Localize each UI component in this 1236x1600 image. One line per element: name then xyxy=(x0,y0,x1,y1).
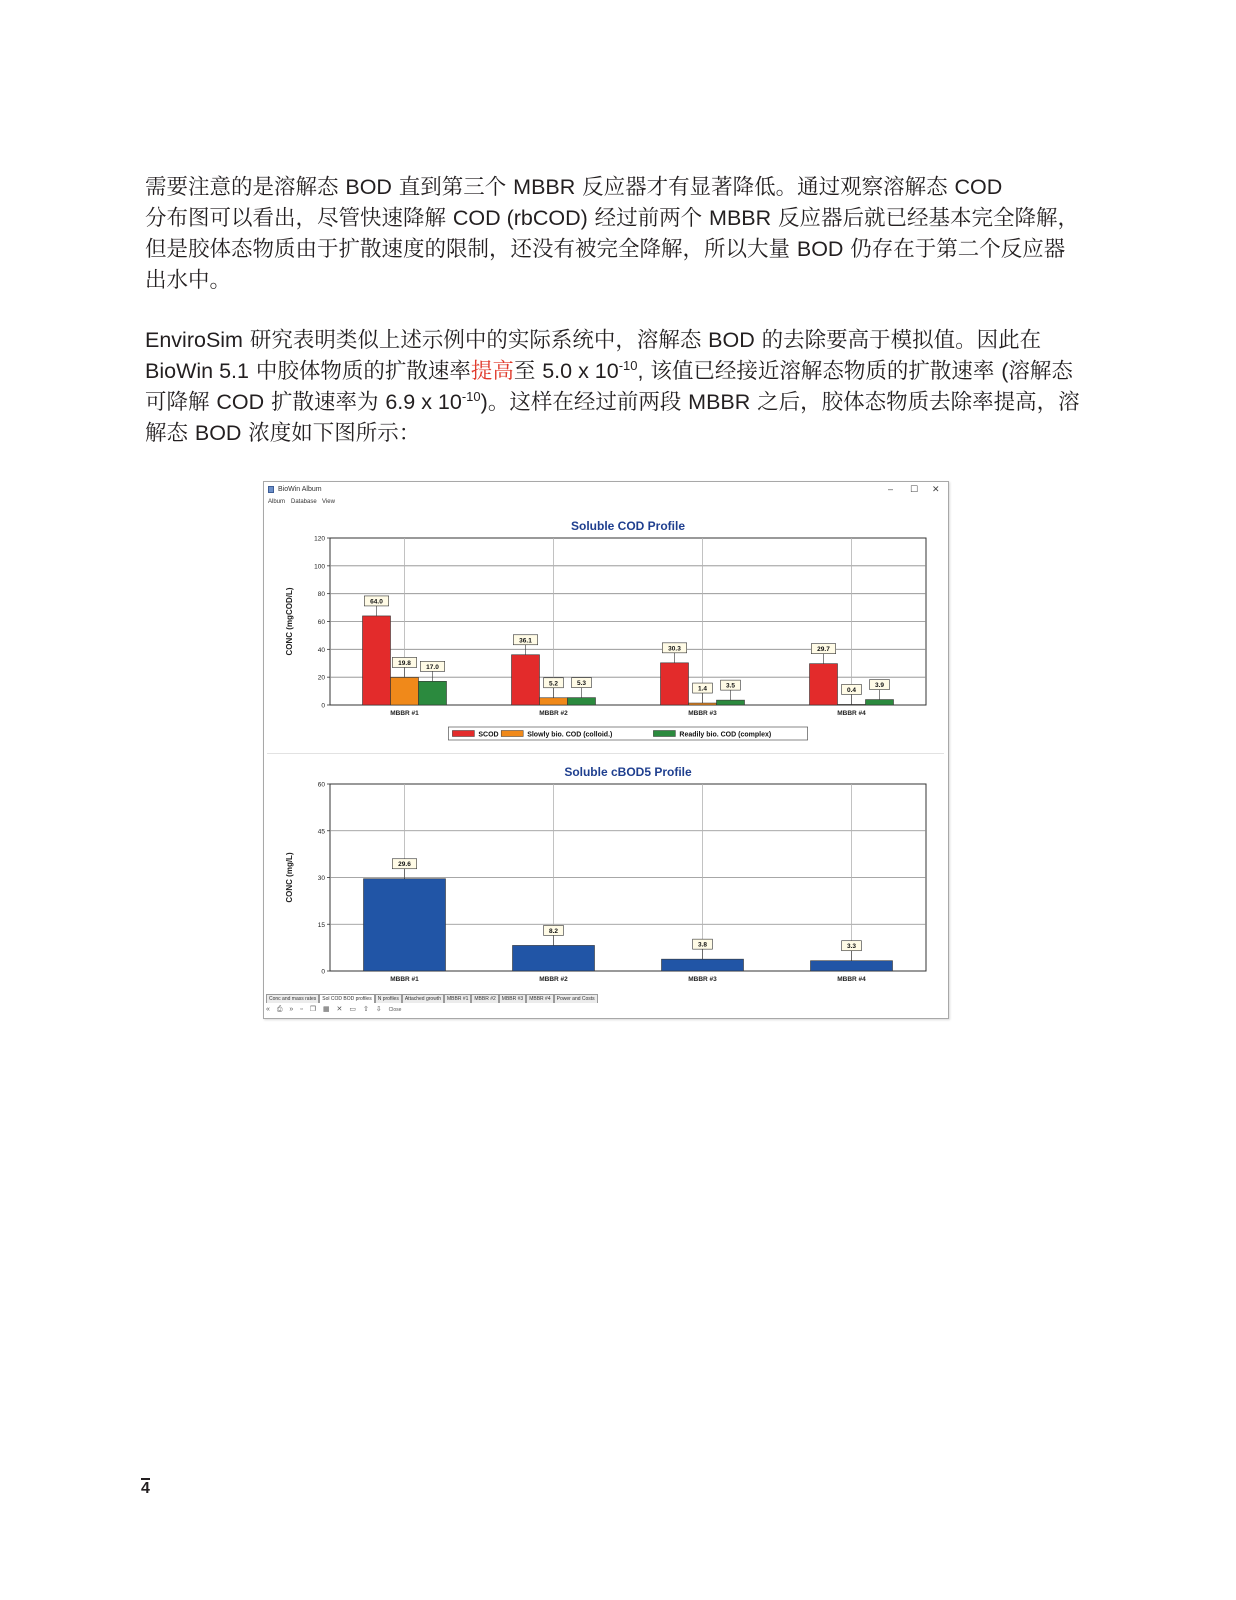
x-tick-label: MBBR #1 xyxy=(390,710,419,717)
window-title: BioWin Album xyxy=(278,486,322,493)
y-axis-label: CONC (mgCOD/L) xyxy=(285,587,294,656)
data-label: 64.0 xyxy=(370,598,383,606)
y-tick-label: 15 xyxy=(317,921,325,929)
x-tick-label: MBBR #3 xyxy=(688,976,717,983)
chart-title: Soluble COD Profile xyxy=(570,519,686,533)
tab-mbbr-1[interactable]: MBBR #1 xyxy=(444,994,471,1003)
x-tick-label: MBBR #1 xyxy=(390,976,419,983)
y-tick-label: 100 xyxy=(314,563,325,571)
bar-cbod5-mbbr-2 xyxy=(513,945,595,971)
y-tick-label: 30 xyxy=(317,875,325,882)
legend-swatch-scod xyxy=(452,731,474,737)
y-tick-label: 60 xyxy=(317,781,325,789)
data-label: 0.4 xyxy=(846,686,857,694)
bar-readily-bio-cod-complex-mbbr-2 xyxy=(568,698,596,705)
app-icon xyxy=(268,486,274,493)
bar-slowly-bio-cod-colloid-mbbr-1 xyxy=(391,677,419,705)
bar-cbod5-mbbr-4 xyxy=(811,961,893,971)
save-icon[interactable]: ▭ xyxy=(349,1006,356,1013)
chart-settings-icon[interactable]: ▦ xyxy=(322,1006,330,1013)
legend-label: Readily bio. COD (complex) xyxy=(679,731,772,739)
data-label: 19.8 xyxy=(398,659,411,667)
data-label: 5.3 xyxy=(576,680,587,688)
prev-page-icon[interactable]: « xyxy=(266,1006,270,1013)
bar-cbod5-mbbr-1 xyxy=(364,879,446,971)
menu-database[interactable]: Database xyxy=(291,499,317,505)
chart-title: Soluble cBOD5 Profile xyxy=(564,765,692,779)
data-label: 1.4 xyxy=(697,685,708,693)
bar-slowly-bio-cod-colloid-mbbr-4 xyxy=(838,704,866,705)
move-down-icon[interactable]: ⇩ xyxy=(375,1006,382,1013)
menu-album[interactable]: Album xyxy=(268,499,286,505)
bar-cbod5-mbbr-3 xyxy=(662,959,744,971)
bar-slowly-bio-cod-colloid-mbbr-3 xyxy=(689,703,717,705)
x-tick-label: MBBR #2 xyxy=(539,976,568,983)
bar-scod-mbbr-2 xyxy=(512,655,540,705)
y-tick-label: 20 xyxy=(317,674,325,682)
data-label: 29.7 xyxy=(817,646,830,654)
minimize-button[interactable]: – xyxy=(888,484,894,494)
paragraph-1: 需要注意的是溶解态 BOD 直到第三个 MBBR 反应器才有显著降低。通过观察溶解态 COD 分布图可以看出，尽管快速降解 COD (rbCOD) 经过前两个 MBBR 反应器后就已经基本完全降解，但是胶体态物质由于扩散速度的限制，还没有被完全降解，所以大量 BOD 仍存在于第二个反应器出水中。 xyxy=(145,175,1080,293)
highlight-text: 提高 xyxy=(470,359,514,384)
title-bar xyxy=(264,482,948,497)
y-tick-label: 80 xyxy=(317,591,325,599)
tab-mbbr-2[interactable]: MBBR #2 xyxy=(471,994,498,1003)
bar-scod-mbbr-4 xyxy=(810,664,838,705)
tab-sol-cod-bod-profiles[interactable]: Sol COD BOD profiles xyxy=(319,994,374,1003)
album-tabs xyxy=(266,994,946,1003)
bar-slowly-bio-cod-colloid-mbbr-2 xyxy=(540,698,568,705)
tab-n-profiles[interactable]: N profiles xyxy=(375,994,402,1003)
soluble-cbod5-chart xyxy=(267,754,944,994)
move-up-icon[interactable]: ⇧ xyxy=(362,1006,369,1013)
y-axis-label: CONC (mg/L) xyxy=(285,852,294,903)
new-page-icon[interactable]: ▫ xyxy=(300,1006,303,1013)
delete-icon[interactable]: ✕ xyxy=(336,1006,343,1013)
legend-swatch-readily-bio-cod-complex xyxy=(653,731,675,737)
close-button[interactable]: ✕ xyxy=(932,484,940,494)
copy-icon[interactable]: ❐ xyxy=(309,1006,316,1013)
data-label: 8.2 xyxy=(548,927,559,935)
toolbar-close-button[interactable]: Close xyxy=(388,1007,402,1013)
bar-readily-bio-cod-complex-mbbr-4 xyxy=(866,700,894,705)
y-tick-label: 0 xyxy=(321,702,325,710)
y-tick-label: 0 xyxy=(321,968,325,976)
data-label: 17.0 xyxy=(426,663,439,671)
menu-view[interactable]: View xyxy=(322,499,335,505)
y-tick-label: 120 xyxy=(314,535,325,543)
y-tick-label: 45 xyxy=(317,828,325,836)
tab-mbbr-4[interactable]: MBBR #4 xyxy=(526,994,553,1003)
data-label: 36.1 xyxy=(519,637,532,645)
bar-scod-mbbr-1 xyxy=(363,616,391,705)
data-label: 3.5 xyxy=(725,682,736,690)
maximize-button[interactable]: ☐ xyxy=(910,484,919,494)
legend-label: Slowly bio. COD (colloid.) xyxy=(527,731,613,739)
x-tick-label: MBBR #2 xyxy=(539,710,568,717)
print-icon[interactable]: ⎙ xyxy=(276,1006,283,1013)
tab-conc-mass-rates[interactable]: Conc and mass rates xyxy=(266,994,319,1003)
tab-mbbr-3[interactable]: MBBR #3 xyxy=(499,994,526,1003)
legend-label: SCOD xyxy=(478,731,499,739)
biowin-album-window xyxy=(263,481,949,1019)
data-label: 5.2 xyxy=(548,680,559,688)
data-label: 3.3 xyxy=(846,943,857,951)
soluble-cod-chart xyxy=(267,508,944,751)
page-number: 4 xyxy=(141,1480,150,1497)
tab-attached-growth[interactable]: Attached growth xyxy=(402,994,444,1003)
x-tick-label: MBBR #4 xyxy=(837,976,866,983)
data-label: 3.9 xyxy=(874,682,885,690)
bar-readily-bio-cod-complex-mbbr-3 xyxy=(717,700,745,705)
paragraph-2: EnviroSim 研究表明类似上述示例中的实际系统中，溶解态 BOD 的去除要高于模拟值。因此在 BioWin 5.1 中胶体物质的扩散速率提高至 5.0 x $10^{-10}$, 该值已经接近溶解态物质的扩散速率 (溶解态可降解 COD 扩散速率为 6.9 x $10^{-10}$)。这样在经过前两段 MBBR 之后，胶体态物质去除率提高，溶解态 BOD 浓度如下图所示： xyxy=(145,328,1080,446)
tab-power-costs[interactable]: Power and Costs xyxy=(554,994,598,1003)
soluble-cod-chart-panel xyxy=(267,508,944,751)
y-tick-label: 60 xyxy=(317,619,325,626)
bottom-toolbar xyxy=(266,1005,946,1016)
data-label: 3.8 xyxy=(697,941,708,949)
menu-bar xyxy=(264,497,948,507)
legend-swatch-slowly-bio-cod-colloid xyxy=(501,731,523,737)
data-label: 30.3 xyxy=(668,645,681,653)
x-tick-label: MBBR #3 xyxy=(688,710,717,717)
y-tick-label: 40 xyxy=(317,646,325,654)
bar-readily-bio-cod-complex-mbbr-1 xyxy=(419,681,447,705)
x-tick-label: MBBR #4 xyxy=(837,710,866,717)
soluble-cbod5-chart-panel xyxy=(267,753,944,994)
data-label: 29.6 xyxy=(398,861,411,869)
next-page-icon[interactable]: » xyxy=(289,1006,294,1013)
bar-scod-mbbr-3 xyxy=(661,663,689,705)
